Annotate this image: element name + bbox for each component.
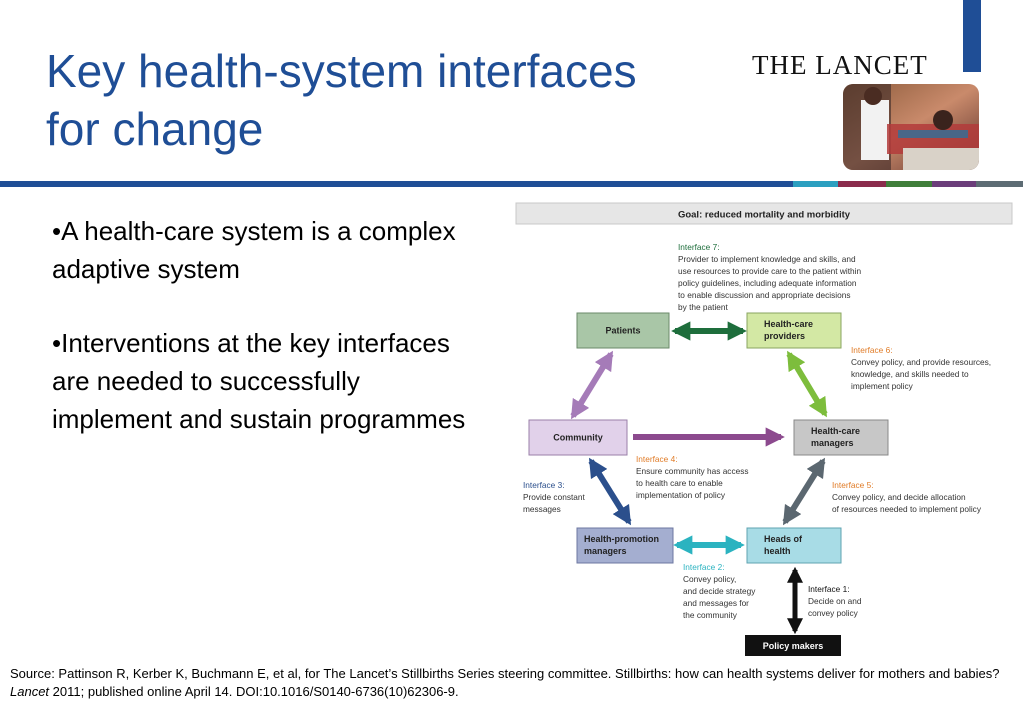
interface-6-line: knowledge, and skills needed to [851,369,969,379]
interface-4-line: Ensure community has access [636,466,749,476]
header-rule-segment-teal [793,181,838,187]
interface-4-text [636,454,749,500]
title-line-1: Key health-system interfaces [46,45,637,97]
node-heads-label-1: Heads of [764,534,803,544]
source-text-before: Source: Pattinson R, Kerber K, Buchmann E, et al, for The Lancet’s Stillbirths Series steering committee. Stillbirths: how can health systems deliver for mothers and babies? [10,666,1000,681]
interface-7-line: to enable discussion and appropriate decisions [678,290,851,300]
interface-5-line: Convey policy, and decide allocation [832,492,966,502]
interface-3-label: Interface 3: [523,480,565,490]
title-line-2: for change [46,103,264,155]
arrow-interface-5 [785,461,823,522]
interface-1-line: convey policy [808,608,858,618]
cover-photo [843,84,979,170]
header-rule-segment-green [886,181,932,187]
source-citation [10,665,1015,701]
interface-5-text [832,480,982,514]
source-journal: Lancet [10,684,50,699]
interface-3-text [523,480,585,514]
header-rule-segment-purple [932,181,976,187]
interface-7-line: use resources to provide care to the patient within [678,266,862,276]
interface-3-line: Provide constant [523,492,585,502]
interface-4-label: Interface 4: [636,454,678,464]
interface-6-line: Convey policy, and provide resources, [851,357,992,367]
interface-4-line: to health care to enable [636,478,723,488]
interface-2-line: and decide strategy [683,586,756,596]
interface-1-line: Decide on and [808,596,862,606]
interface-7-line: policy guidelines, including adequate information [678,278,857,288]
header-rule-segment-maroon [838,181,886,187]
interfaces-diagram [511,198,1023,658]
interface-2-text [683,562,756,620]
bullet-item: •Interventions at the key interfaces are needed to successfully implement and sustain programmes [52,328,466,434]
interface-2-label: Interface 2: [683,562,725,572]
node-heads-label-2: health [764,546,791,556]
bullet-item: •A health-care system is a complex adaptive system [52,216,456,284]
lancet-logo: THE LANCET [752,50,928,80]
header-rule-segment-grey [976,181,1023,187]
interface-5-line: of resources needed to implement policy [832,504,981,514]
interface-7-line: Provider to implement knowledge and skills, and [678,254,856,264]
accent-bar [963,0,981,72]
interface-2-line: Convey policy, [683,574,737,584]
interface-1-text [808,584,862,618]
node-hp-managers-label-2: managers [584,546,627,556]
interface-6-text [851,345,991,391]
interface-1-label: Interface 1: [808,584,850,594]
node-managers-label-1: Health-care [811,426,861,436]
goal-text: Goal: reduced mortality and morbidity [677,209,851,221]
interface-7-text [678,242,861,312]
slide-title [46,42,746,158]
node-providers-label-2: providers [764,331,806,341]
interface-4-line: implementation of policy [636,490,726,500]
interface-5-label: Interface 5: [832,480,874,490]
node-policy-label: Policy makers [762,641,824,651]
interface-7-line: by the patient [678,302,728,312]
interface-2-line: the community [683,610,737,620]
interface-3-line: messages [523,504,561,514]
node-community-label: Community [553,432,603,443]
interface-7-label: Interface 7: [678,242,720,252]
arrow-interface-6 [789,354,825,414]
source-text-after: 2011; published online April 14. DOI:10.1016/S0140-6736(10)62306-9. [49,684,459,699]
interface-6-line: implement policy [851,381,913,391]
node-patients-label: Patients [605,325,641,336]
node-managers-label-2: managers [811,438,854,448]
interface-2-line: and messages for [683,598,749,608]
bullet-list [52,212,472,474]
arrow-community-patients [573,354,611,416]
node-providers-label-1: Health-care [764,319,814,329]
arrow-interface-3 [591,461,629,522]
node-hp-managers-label-1: Health-promotion [584,534,659,544]
interface-6-label: Interface 6: [851,345,893,355]
